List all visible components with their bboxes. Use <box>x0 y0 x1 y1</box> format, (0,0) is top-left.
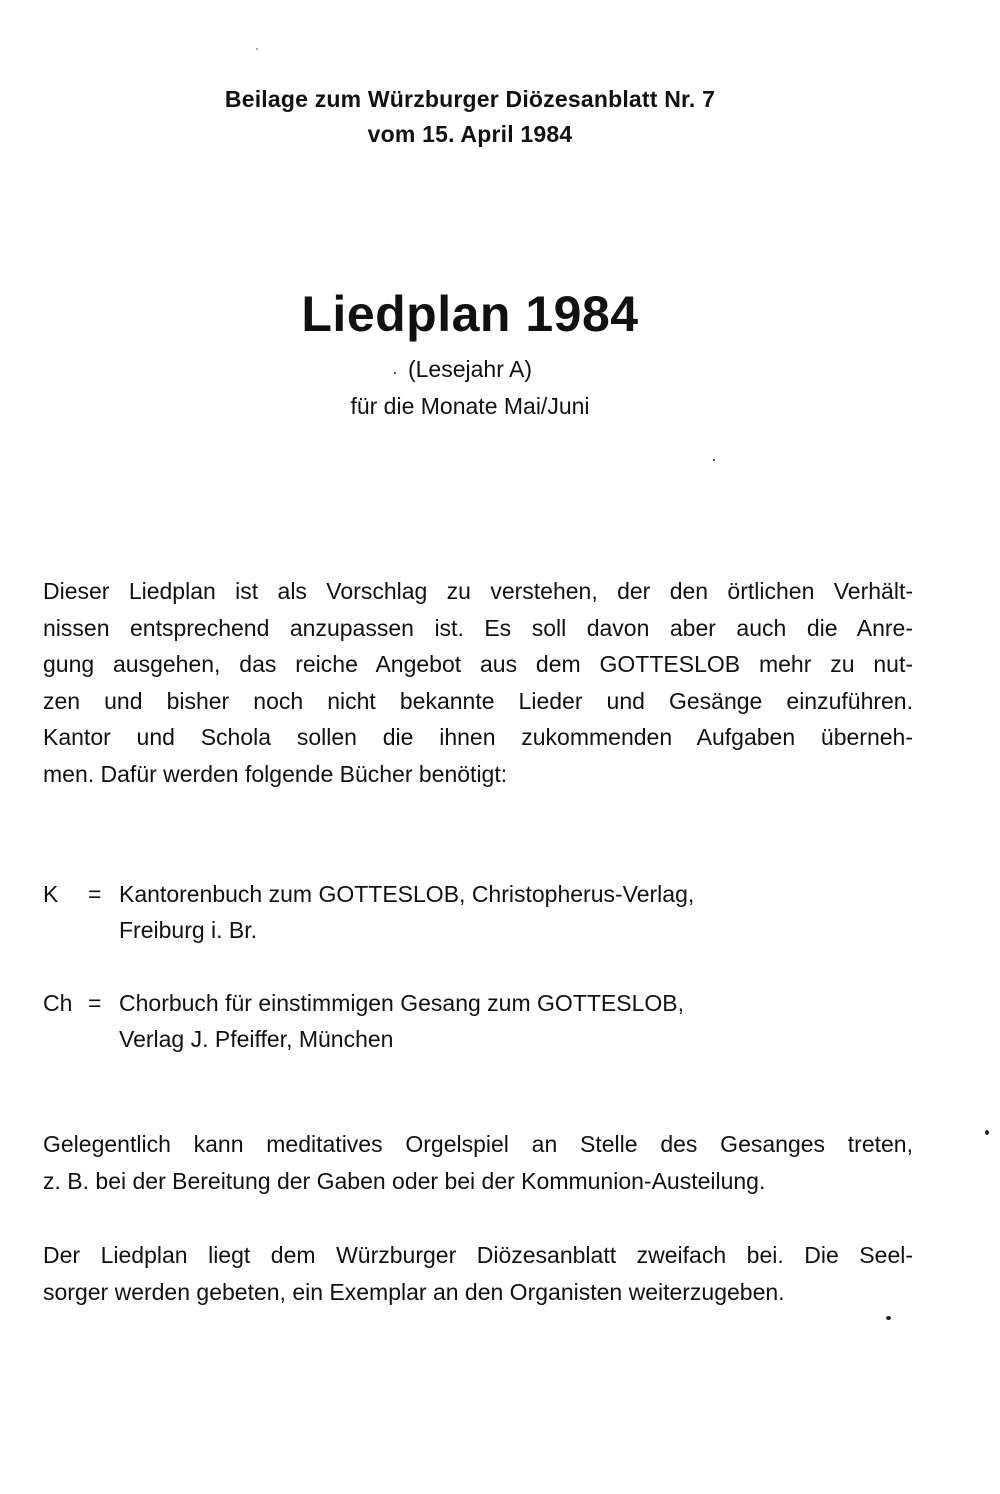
months-subtitle: für die Monate Mai/Juni <box>350 393 590 419</box>
definition-line: Verlag J. Pfeiffer, München <box>119 1026 394 1052</box>
supplement-date: vom 15. April 1984 <box>367 121 573 147</box>
abbreviation-key: K <box>43 881 59 907</box>
intro-paragraph <box>43 573 913 793</box>
distribution-note-paragraph <box>43 1237 913 1310</box>
organ-note-paragraph <box>43 1126 913 1199</box>
definition-line: Chorbuch für einstimmigen Gesang zum GOTTESLOB, <box>119 990 684 1016</box>
supplement-header: Beilage zum Würzburger Diözesanblatt Nr. 7 <box>224 86 716 112</box>
abbreviation-key: Ch <box>43 990 73 1016</box>
scan-speck <box>713 459 715 461</box>
equals-sign: = <box>88 881 102 907</box>
note-line: Gelegentlich kann meditatives Orgelspiel an Stelle des Gesanges treten, <box>43 1131 913 1157</box>
page-title: Liedplan 1984 <box>301 286 639 342</box>
scan-speck <box>256 48 258 50</box>
intro-line: Dieser Liedplan ist als Vorschlag zu verstehen, der den örtlichen Verhält- <box>43 578 913 604</box>
scan-speck <box>394 372 396 374</box>
intro-line: zen und bisher noch nicht bekannte Lieder und Gesänge einzuführen. <box>43 687 913 714</box>
intro-line: men. Dafür werden folgende Bücher benötigt: <box>43 760 508 787</box>
definition-line: Freiburg i. Br. <box>119 917 258 943</box>
abbreviation-definition <box>119 876 919 948</box>
scan-speck <box>985 1130 989 1135</box>
definition-line: Kantorenbuch zum GOTTESLOB, Christopherus-Verlag, <box>119 881 695 907</box>
equals-sign: = <box>88 990 102 1016</box>
intro-line: gung ausgehen, das reiche Angebot aus dem GOTTESLOB mehr zu nut- <box>43 651 913 678</box>
reading-year-subtitle: (Lesejahr A) <box>407 356 532 382</box>
intro-line: Kantor und Schola sollen die ihnen zukommenden Aufgaben überneh- <box>43 724 913 751</box>
abbreviation-definition <box>119 985 919 1057</box>
note-line: Der Liedplan liegt dem Würzburger Diözesanblatt zweifach bei. Die Seel- <box>43 1242 913 1268</box>
note-line: z. B. bei der Bereitung der Gaben oder bei der Kommunion-Austeilung. <box>43 1167 766 1194</box>
intro-line: nissen entsprechend anzupassen ist. Es soll davon aber auch die Anre- <box>43 614 913 641</box>
note-line: sorger werden gebeten, ein Exemplar an den Organisten weiterzugeben. <box>43 1278 785 1305</box>
scan-speck <box>886 1316 891 1320</box>
